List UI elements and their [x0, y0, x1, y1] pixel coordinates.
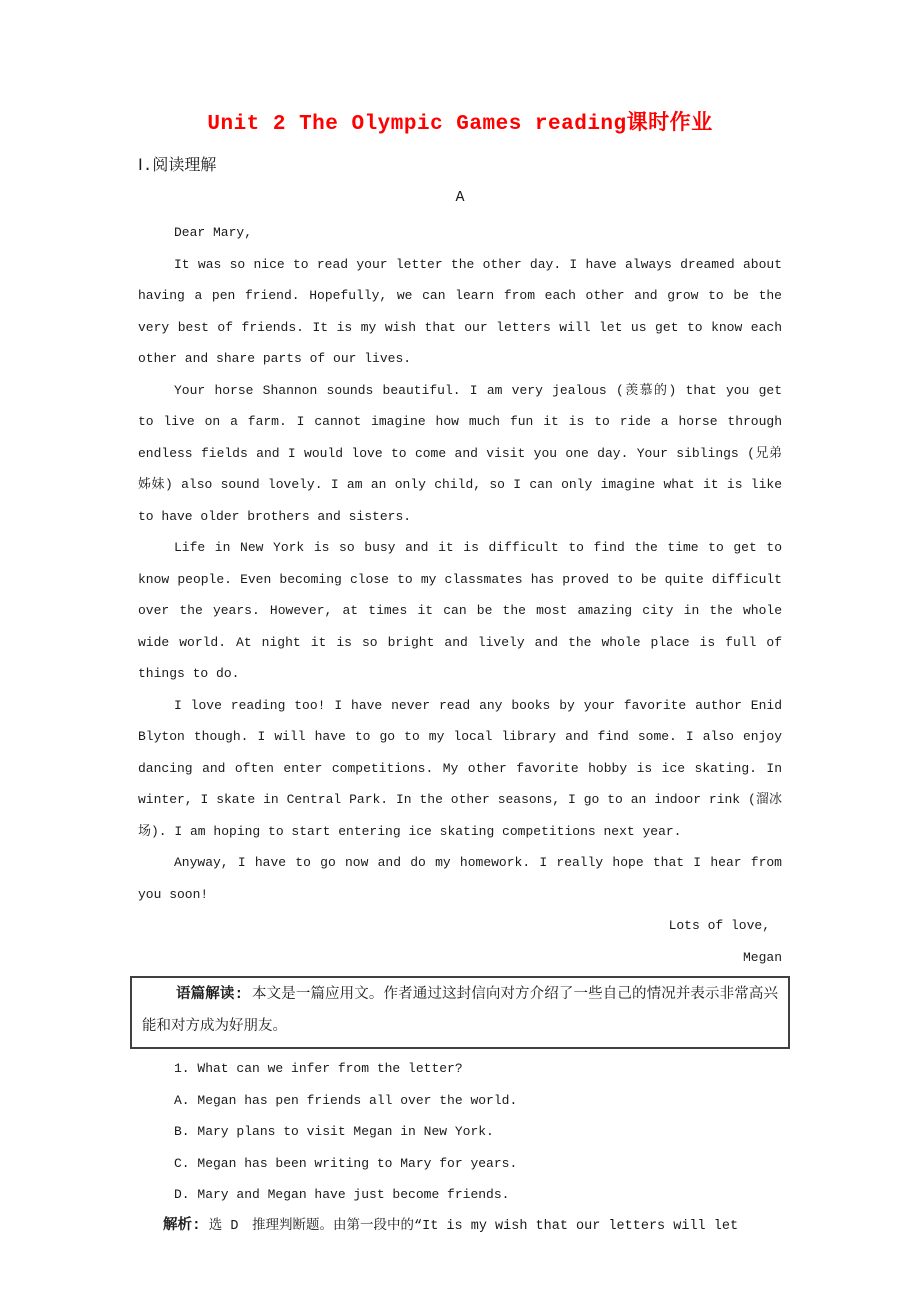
- passage-analysis-text: [142, 980, 778, 1043]
- letter-paragraph: It was so nice to read your letter the other day. I have always dreamed about having a pen friend. Hopefully, we can learn from each other and grow to be the very best of friends. It is my wish that our letters will let us get to know each other and share parts of our lives.: [138, 256, 782, 366]
- question-option-c: C. Megan has been writing to Mary for years.: [174, 1155, 518, 1171]
- passage-analysis-box: [130, 976, 790, 1049]
- letter-closing: Lots of love,: [668, 918, 770, 933]
- passage-analysis-label: 语篇解读:: [176, 987, 244, 1003]
- letter-body: [138, 217, 782, 910]
- question-option-a: A. Megan has pen friends all over the world.: [174, 1092, 518, 1108]
- question-option-d: D. Mary and Megan have just become friends.: [174, 1187, 510, 1202]
- explanation-label: 解析:: [163, 1217, 201, 1234]
- passage-label-a: A: [455, 189, 465, 206]
- question-block: [138, 1053, 782, 1242]
- letter-paragraph: I love reading too! I have never read any books by your favorite author Enid Blyton though. I will have to go to my local library and find some. I also enjoy dancing and often enter competitions. My other favorite hobby is ice skating. In winter, I skate in Central Park. In the other seasons, I go to an indoor rink (溜冰场). I am hoping to start entering ice skating competitions next year.: [138, 697, 782, 839]
- letter-paragraph: Anyway, I have to go now and do my homework. I really hope that I hear from you soon!: [138, 855, 782, 902]
- page-title: Unit 2 The Olympic Games reading课时作业: [207, 113, 713, 136]
- question-option-b: B. Mary plans to visit Megan in New York.: [174, 1124, 494, 1139]
- letter-paragraph: Your horse Shannon sounds beautiful. I am very jealous (羡慕的) that you get to live on a farm. I cannot imagine how much fun it is to ride a horse through endless fields and I would love to come and visit you one day. Your siblings (兄弟姊妹) also sound lovely. I am an only child, so I can only imagine what it is like to have older brothers and sisters.: [138, 382, 782, 524]
- letter-paragraph: Life in New York is so busy and it is difficult to find the time to get to know people. Even becoming close to my classmates has proved to be quite difficult over the years. However, at times it can be the most amazing city in the whole wide world. At night it is so bright and lively and the whole place is full of things to do.: [138, 540, 782, 681]
- section-label-reading-comprehension: Ⅰ.阅读理解: [138, 157, 217, 175]
- explanation-line: [138, 1211, 782, 1243]
- explanation-text: 选 D 推理判断题。由第一段中的“It is my wish that our letters will let: [200, 1218, 739, 1234]
- passage-analysis-body: 本文是一篇应用文。作者通过这封信向对方介绍了一些自己的情况并表示非常高兴能和对方成为好朋友。: [142, 987, 779, 1035]
- question-stem: 1. What can we infer from the letter?: [174, 1061, 463, 1076]
- letter-salutation: Dear Mary,: [174, 225, 253, 240]
- letter-signature: Megan: [742, 949, 782, 965]
